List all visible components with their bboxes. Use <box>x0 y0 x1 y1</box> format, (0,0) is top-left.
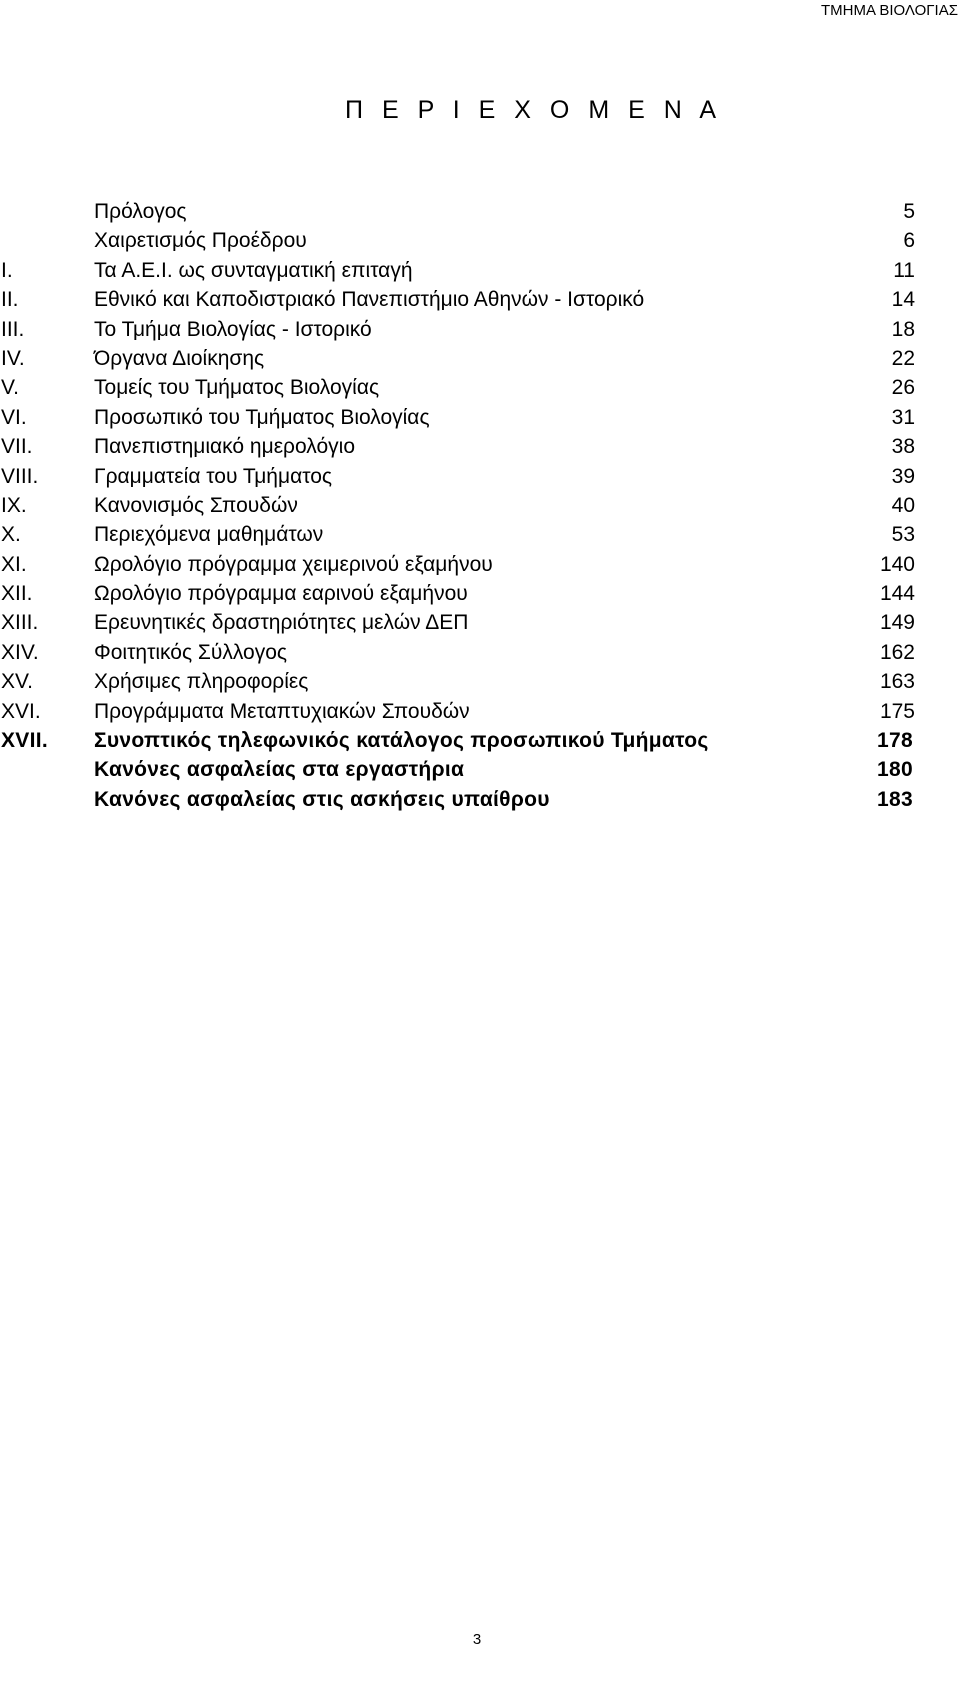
toc-entry-title: Το Τμήμα Βιολογίας - Ιστορικό <box>94 317 372 341</box>
toc-entry-number: VIII. <box>1 464 39 488</box>
toc-entry-number: XV. <box>1 670 33 694</box>
toc-entry-title: Κανονισμός Σπουδών <box>94 493 298 517</box>
toc-entry-page: 39 <box>891 464 915 488</box>
toc-entry-number: III. <box>1 317 25 341</box>
toc-entry <box>0 462 960 491</box>
toc-entry-page: 38 <box>891 435 915 459</box>
toc-entry-title: Ωρολόγιο πρόγραμμα εαρινού εξαμήνου <box>94 582 468 606</box>
toc-entry <box>0 197 960 226</box>
toc-entry-number: VII. <box>1 435 33 459</box>
toc-entry-page: 11 <box>893 258 915 282</box>
toc-entry-title: Προσωπικό του Τμήματος Βιολογίας <box>94 405 430 429</box>
toc-entry <box>0 579 960 608</box>
toc-entry-title: Περιεχόμενα μαθημάτων <box>94 523 324 547</box>
toc-entry <box>0 785 960 814</box>
toc-entry <box>0 491 960 520</box>
toc-entry-page: 6 <box>903 229 915 253</box>
toc-entry <box>0 315 960 344</box>
toc-entry-page: 163 <box>879 670 915 694</box>
toc-entry-number: XIV. <box>1 640 39 664</box>
toc-entry-title: Κανόνες ασφαλείας στις ασκήσεις υπαίθρου <box>94 787 550 811</box>
toc-entry-title: Χρήσιμες πληροφορίες <box>94 670 309 694</box>
toc-entry-number: XIII. <box>1 611 39 635</box>
toc-entry-page: 140 <box>879 552 915 576</box>
toc-entry-title: Συνοπτικός τηλεφωνικός κατάλογος προσωπικού Τμήματος <box>94 729 709 753</box>
toc-entry <box>0 344 960 373</box>
toc-entry-title: Ωρολόγιο πρόγραμμα χειμερινού εξαμήνου <box>94 552 493 576</box>
toc-entry-page: 53 <box>891 523 915 547</box>
toc-entry-page: 149 <box>879 611 915 635</box>
toc-entry-page: 5 <box>903 200 915 223</box>
toc-entry-number: V. <box>1 376 19 400</box>
toc-entry-page: 31 <box>891 405 915 429</box>
toc-entry-title: Πανεπιστημιακό ημερολόγιο <box>94 435 355 459</box>
toc-entry-number: XVI. <box>1 699 41 723</box>
toc-entry-number: IV. <box>1 346 25 370</box>
toc-entry <box>0 755 960 784</box>
toc-entry <box>0 373 960 402</box>
toc-entry <box>0 285 960 314</box>
toc-entry-number: VI. <box>1 405 27 429</box>
toc-entry-title: Πρόλογος <box>94 200 187 223</box>
toc-title: Π Ε Ρ Ι Ε Χ Ο Μ Ε Ν Α <box>345 96 723 124</box>
toc-entry-title: Ερευνητικές δραστηριότητες μελών ΔΕΠ <box>94 611 469 635</box>
toc-entry <box>0 550 960 579</box>
toc-entry-number: XII. <box>1 582 33 606</box>
toc-entry-page: 183 <box>877 787 913 811</box>
toc-entry <box>0 667 960 696</box>
toc-entry <box>0 608 960 637</box>
toc-entry-title: Εθνικό και Καποδιστριακό Πανεπιστήμιο Αθηνών - Ιστορικό <box>94 288 645 312</box>
toc-entry <box>0 256 960 285</box>
page-number: 3 <box>472 1631 482 1648</box>
toc-entry <box>0 697 960 726</box>
toc-entry-page: 180 <box>877 758 913 782</box>
toc-entry-title: Προγράμματα Μεταπτυχιακών Σπουδών <box>94 699 470 723</box>
toc-entry-page: 175 <box>879 699 915 723</box>
toc-entry-page: 40 <box>891 493 915 517</box>
toc-entry-title: Χαιρετισμός Προέδρου <box>94 229 307 253</box>
toc-entry-title: Γραμματεία του Τμήματος <box>94 464 333 488</box>
toc-entry <box>0 226 960 255</box>
toc-entry-page: 178 <box>877 729 913 753</box>
toc-entry-page: 162 <box>879 640 915 664</box>
toc-entry-title: Κανόνες ασφαλείας στα εργαστήρια <box>94 758 465 782</box>
toc-entry-page: 18 <box>891 317 915 341</box>
toc-entry-page: 144 <box>879 582 915 606</box>
toc-entry-number: II. <box>1 288 19 312</box>
toc-entry-title: Τα Α.Ε.Ι. ως συνταγματική επιταγή <box>94 258 413 282</box>
running-header: ΤΜΗΜΑ ΒΙΟΛΟΓΙΑΣ <box>821 2 958 19</box>
toc-entry-title: Τομείς του Τμήματος Βιολογίας <box>94 376 380 400</box>
toc-entry-number: XVII. <box>1 729 49 753</box>
toc-entry-title: Όργανα Διοίκησης <box>94 346 265 370</box>
toc-entry-page: 22 <box>891 346 915 370</box>
toc-entry <box>0 432 960 461</box>
toc-entry-page: 26 <box>891 376 915 400</box>
toc-entry <box>0 403 960 432</box>
toc-entry-number: I. <box>1 258 13 282</box>
toc-entry-page: 14 <box>891 288 915 312</box>
toc-entry-title: Φοιτητικός Σύλλογος <box>94 640 288 664</box>
toc-entry <box>0 520 960 549</box>
toc-entry <box>0 638 960 667</box>
toc-entry <box>0 726 960 755</box>
toc-entry-number: XI. <box>1 552 27 576</box>
toc-entry-number: X. <box>1 523 21 547</box>
table-of-contents <box>0 197 960 814</box>
toc-entry-number: IX. <box>1 493 27 517</box>
